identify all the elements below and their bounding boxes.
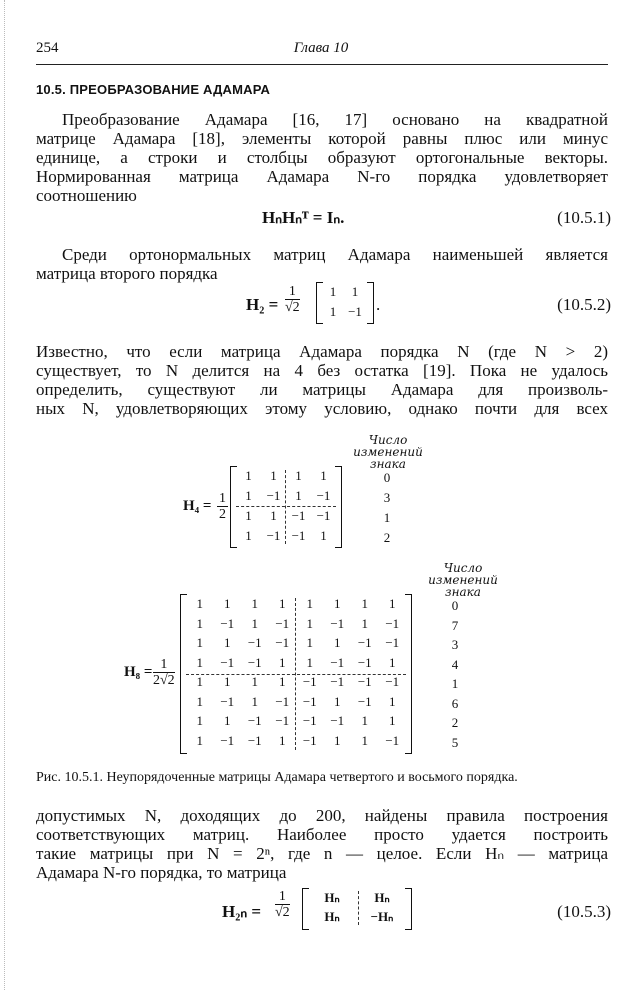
matrix-cell: −1 <box>266 528 281 543</box>
matrix-cell: 1 <box>245 488 252 503</box>
matrix-cell: 1 <box>245 468 252 483</box>
right-bracket <box>405 888 412 930</box>
paragraph-line: Известно, что если матрица Адамара порядка N (где N > 2) <box>36 342 608 361</box>
section-title: 10.5. ПРЕОБРАЗОВАНИЕ АДАМАРА <box>36 82 271 97</box>
sign-change-count: 4 <box>451 656 459 672</box>
matrix-cell: −1 <box>220 654 235 670</box>
matrix-cell: −1 <box>220 693 235 709</box>
paragraph-line: соотношению <box>36 186 137 205</box>
matrix-cell: −1 <box>357 693 372 709</box>
equation-number: (10.5.2) <box>557 295 611 314</box>
paragraph-line: такие матрицы при N = 2ⁿ, где n — целое. Если Hₙ — матрица <box>36 844 608 863</box>
matrix-cell: −1 <box>330 713 345 728</box>
matrix-h2 <box>316 282 374 324</box>
sign-header-line: Число <box>443 561 483 575</box>
paragraph-line: Среди ортонормальных матриц Адамара наименьшей является <box>62 245 608 264</box>
sign-header <box>420 562 506 598</box>
matrix-cell: 1 <box>279 674 286 689</box>
matrix-h4 <box>230 466 342 548</box>
matrix-cell: 1 <box>279 596 286 611</box>
matrix-cell: −1 <box>385 635 400 650</box>
matrix-cell: 1 <box>334 596 341 611</box>
right-bracket <box>367 282 374 324</box>
matrix-cell: 1 <box>320 528 327 543</box>
paragraph-line: единице, а строки и столбцы образуют ортогональные векторы. <box>36 148 608 167</box>
fraction-denominator: √2 <box>285 300 300 315</box>
matrix-cell: −1 <box>291 528 306 543</box>
sign-change-count: 6 <box>451 695 459 711</box>
paragraph-line: матрице Адамара [18], элементы которой равны плюс или минус <box>36 129 608 148</box>
matrix-cell: −1 <box>302 713 317 728</box>
matrix-cell: 1 <box>251 693 258 709</box>
matrix-cell: 1 <box>306 596 313 611</box>
matrix-cell: 1 <box>279 732 286 748</box>
matrix-cell: −1 <box>302 674 317 689</box>
right-bracket <box>335 466 342 548</box>
matrix-cell: −1 <box>275 615 290 631</box>
matrix-cell: 1 <box>334 732 341 748</box>
paragraph-line: Адамара N-го порядка, то матрица <box>36 863 287 882</box>
matrix-cell: 1 <box>251 615 258 631</box>
matrix-cell: −1 <box>302 693 317 709</box>
sign-header-line: знака <box>445 585 481 599</box>
matrix-cell: 1 <box>361 596 368 611</box>
matrix-cell: Hₙ <box>324 909 340 924</box>
matrix-cell: 1 <box>224 596 231 611</box>
page-number: 254 <box>36 40 59 56</box>
fraction-numerator: 1 <box>275 890 290 905</box>
matrix-cell: 1 <box>329 284 337 299</box>
matrix-cell: −1 <box>247 732 262 748</box>
matrix-cell: −1 <box>266 488 281 503</box>
matrix-cell: −1 <box>357 654 372 670</box>
matrix-cell: 1 <box>279 654 286 670</box>
matrix-cell: 1 <box>306 615 313 631</box>
matrix-cell: 1 <box>245 508 252 523</box>
paragraph-4 <box>36 806 608 882</box>
matrix-cell: −1 <box>330 674 345 689</box>
matrix-cell: 1 <box>196 674 203 689</box>
matrix-cell: 1 <box>361 732 368 748</box>
matrix-cell: 1 <box>224 713 231 728</box>
right-bracket <box>405 594 412 754</box>
h4-label: H₄ = <box>183 498 212 514</box>
paragraph-1 <box>36 110 608 205</box>
matrix-cell: 1 <box>245 528 252 543</box>
matrix-cell: 1 <box>196 693 203 709</box>
eq-fraction <box>275 890 290 921</box>
paragraph-line: Преобразование Адамара [16, 17] основано на квадратной <box>62 110 608 129</box>
matrix-h2n <box>302 888 412 930</box>
matrix-cell: 1 <box>196 596 203 611</box>
equation-number: (10.5.1) <box>557 208 611 227</box>
left-bracket <box>302 888 309 930</box>
matrix-cell: −1 <box>330 654 345 670</box>
page-header <box>36 40 606 62</box>
matrix-cell: 1 <box>196 635 203 650</box>
matrix-cell: 1 <box>334 693 341 709</box>
eq-fraction <box>285 285 300 316</box>
matrix-cell: −1 <box>385 732 400 748</box>
sign-change-count: 7 <box>451 617 459 633</box>
fraction-denominator: 2 <box>219 507 226 522</box>
equation-number: (10.5.3) <box>557 902 611 921</box>
matrix-cell: −1 <box>247 654 262 670</box>
matrix-cell: 1 <box>361 615 368 631</box>
matrix-cell: 1 <box>389 596 396 611</box>
matrix-cell: 1 <box>320 468 327 483</box>
paragraph-line: допустимых N, доходящих до 200, найдены правила построения <box>36 806 608 825</box>
h8-fraction <box>153 658 175 689</box>
scan-edge <box>4 0 5 990</box>
sign-change-count: 0 <box>451 598 459 613</box>
matrix-cell: 1 <box>295 468 302 483</box>
matrix-cell: −1 <box>357 674 372 689</box>
h8-label: H₈ = <box>124 664 153 680</box>
matrix-cell: −1 <box>348 304 362 319</box>
matrix-cell: 1 <box>329 304 337 319</box>
matrix-cell: −1 <box>275 713 290 728</box>
fraction-numerator: 1 <box>153 658 175 673</box>
fraction-denominator: √2 <box>275 905 290 920</box>
matrix-cell: 1 <box>306 635 313 650</box>
sign-header-line: знака <box>370 457 406 471</box>
sign-change-count: 1 <box>451 676 459 691</box>
sign-change-count: 1 <box>383 510 391 525</box>
sign-change-count: 3 <box>383 490 391 505</box>
paragraph-2 <box>36 245 608 283</box>
matrix-cell: 1 <box>389 693 396 709</box>
matrix-cell: 1 <box>389 713 396 728</box>
matrix-cell: 1 <box>251 674 258 689</box>
fraction-denominator: 2√2 <box>153 673 175 688</box>
matrix-cell: −1 <box>247 635 262 650</box>
sign-header <box>348 434 428 470</box>
matrix-cell: −1 <box>385 615 400 631</box>
figure-caption: Рис. 10.5.1. Неупорядоченные матрицы Адамара четвертого и восьмого порядка. <box>36 770 518 785</box>
matrix-cell: 1 <box>196 615 203 631</box>
paragraph-line: соответствующих матриц. Наиболее просто удается построить <box>36 825 608 844</box>
sign-change-count: 2 <box>451 715 459 730</box>
matrix-cell: 1 <box>196 654 203 670</box>
matrix-cell: 1 <box>196 732 203 748</box>
sign-change-count: 3 <box>451 637 459 652</box>
matrix-cell: 1 <box>295 488 302 503</box>
block-divider-horizontal <box>236 506 336 507</box>
equation-10-5-1: HₙHₙᵀ = Iₙ. <box>262 208 345 227</box>
matrix-cell: −1 <box>385 674 400 689</box>
matrix-cell: −1 <box>357 635 372 650</box>
running-title: Глава 10 <box>293 40 349 56</box>
fraction-numerator: 1 <box>285 285 300 300</box>
matrix-cell: 1 <box>224 674 231 689</box>
sign-change-count: 5 <box>451 734 459 750</box>
sign-change-count: 2 <box>383 530 391 545</box>
matrix-cell: −1 <box>275 693 290 709</box>
matrix-cell: −1 <box>220 615 235 631</box>
matrix-cell: 1 <box>334 635 341 650</box>
matrix-cell: −1 <box>247 713 262 728</box>
matrix-cell: Hₙ <box>324 890 340 905</box>
matrix-cell: 1 <box>251 596 258 611</box>
paragraph-line: матрица второго порядка <box>36 264 218 283</box>
matrix-cell: −Hₙ <box>370 909 394 924</box>
paragraph-line: Нормированная матрица Адамара N-го порядка удовлетворяет <box>36 167 608 186</box>
fraction-numerator: 1 <box>219 491 226 506</box>
h4-fraction <box>217 492 228 523</box>
matrix-cell: −1 <box>220 732 235 748</box>
matrix-h8 <box>180 594 412 754</box>
matrix-cell: 1 <box>224 635 231 650</box>
paragraph-3 <box>36 342 608 418</box>
paragraph-line: определить, существуют ли матрицы Адамара для произволь- <box>36 380 608 399</box>
matrix-cell: Hₙ <box>374 890 390 905</box>
eq-lhs: H₂ₙ = <box>222 902 262 921</box>
matrix-cell: −1 <box>302 732 317 748</box>
sign-header-line: изменений <box>428 573 498 587</box>
matrix-cell: 1 <box>389 654 396 670</box>
header-rule <box>36 64 608 65</box>
paragraph-line: существует, то N делится на 4 без остатка [19]. Пока не удалось <box>36 361 608 380</box>
sign-change-count: 0 <box>383 470 391 485</box>
block-divider-vertical <box>358 891 359 925</box>
matrix-cell: 1 <box>270 468 277 483</box>
matrix-cell: −1 <box>330 615 345 631</box>
matrix-cell: 1 <box>306 654 313 670</box>
matrix-cell: −1 <box>291 508 306 523</box>
matrix-cell: 1 <box>270 508 277 523</box>
matrix-cell: 1 <box>361 713 368 728</box>
paragraph-line: ных N, удовлетворяющих этому условию, однако почти для всех <box>36 399 608 418</box>
sign-header-line: изменений <box>353 445 423 459</box>
matrix-cell: −1 <box>316 508 331 523</box>
matrix-cell: 1 <box>196 713 203 728</box>
matrix-cell: −1 <box>316 488 331 503</box>
eq-tail: . <box>376 295 381 314</box>
matrix-cell: 1 <box>351 284 359 299</box>
matrix-cell: −1 <box>275 635 290 650</box>
eq-lhs: H₂ = <box>246 295 279 314</box>
sign-header-line: Число <box>368 433 408 447</box>
